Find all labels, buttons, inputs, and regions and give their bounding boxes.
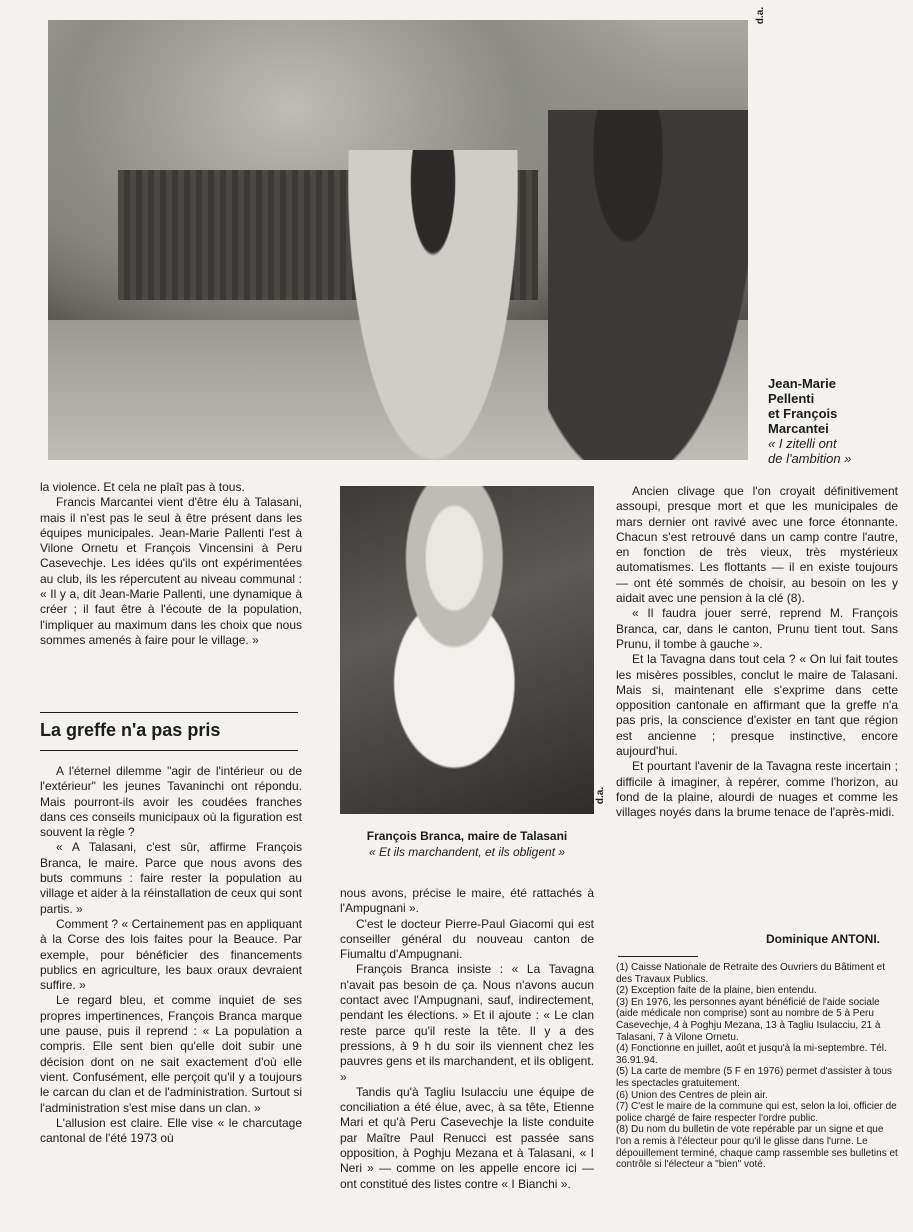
caption-top-name-1: Jean-Marie [768, 376, 836, 391]
heading-rule-top [40, 712, 298, 713]
col3-paragraph: Et pourtant l'avenir de la Tavagna reste incertain ; difficile à imaginer, à repérer, comme l'horizon, au fond de la plaine, alourdi de nuages et comme les villages noyés dans la brume tenace de l'après-midi. [616, 759, 898, 820]
col2-paragraph: Tandis qu'à Tagliu Isulacciu une équipe de conciliation a été élue, avec, à sa tête, Etienne Mari et qu'à Peru Casevechje la liste conduite par Maître Paul Renucci est passée sans opposition, à Poghju Mezana et à Talasani, « I Neri » — comme on les appelle encore ici — ont constitué des listes contre « I Bianchi ». [340, 1084, 594, 1191]
photo-credit-top: d.a. [755, 6, 767, 25]
col1-paragraph: Francis Marcantei vient d'être élu à Talasani, mais il n'est pas le seul à être présent dans les équipes municipales. Jean-Marie Pallenti l'est à Vilone Ornetu et François Vincensini à Peru Casevechje. Les idées qu'ils ont expérimentées au club, ils les répercutent au niveau communal : « Il y a, dit Jean-Marie Pallenti, une dynamique à créer ; il faut être à l'écoute de la population, l'impliquer au maximum dans les choix que nous sommes amenés à faire pour le village. » [40, 495, 302, 647]
photo-credit-middle: d.a. [595, 786, 607, 805]
footnote-item: (7) C'est le maire de la commune qui est, selon la loi, officier de police chargé de faire respecter l'ordre public. [616, 1101, 897, 1124]
photo-person-right [548, 110, 748, 460]
col2-paragraph: nous avons, précise le maire, été rattachés à l'Ampugnani ». [340, 886, 594, 916]
col3-paragraph: Et la Tavagna dans tout cela ? « On lui fait toutes les misères possibles, conclut le maire de Talasani. Mais si, maintenant elle s'exprime dans cette opposition cantonale en affirmant que la greffe n'a pas pris, la conscience d'exister en tant que région est ancienne ; presque instinctive, encore aujourd'hui. [616, 652, 898, 759]
caption-top-quote-2: de l'ambition » [768, 451, 852, 466]
col2-paragraph: C'est le docteur Pierre-Paul Giacomi qui est conseiller général du nouveau canton de Fiumaltu d'Ampugnani. [340, 916, 594, 962]
footnote-item: (1) Caisse Nationale de Retraite des Ouvriers du Bâtiment et des Travaux Publics. [616, 962, 886, 985]
caption-middle-quote: « Et ils marchandent, et ils obligent » [368, 845, 566, 859]
col1-paragraph: la violence. Et cela ne plaît pas à tous. [40, 480, 245, 494]
column-3 [616, 484, 898, 821]
footnotes [616, 962, 898, 1171]
caption-middle [340, 828, 594, 860]
caption-top-quote-1: « I zitelli ont [768, 436, 837, 451]
col2-paragraph: François Branca insiste : « La Tavagna n'avait pas besoin de ça. Nous n'avons aucun contact avec l'Ampugnani, sauf, indirectement, pendant les élections. » Et il ajoute : « Le clan reste parce qu'il reste la tête. Il y a des pressions, à 9 h du soir ils viennent chez les pauvres gens et ils marchandent, et ils obligent. » [340, 962, 594, 1084]
heading-rule-bottom [40, 750, 298, 751]
footnote-item: (6) Union des Centres de plein air. [616, 1089, 768, 1101]
col1b-paragraph: A l'éternel dilemme "agir de l'intérieur ou de l'extérieur" les jeunes Tavaninchi ont répondu. Mais pourront-ils avoir les coudées franches dans ces conseils municipaux où la figuration est souvent la règle ? [40, 764, 302, 840]
section-heading: La greffe n'a pas pris [40, 720, 221, 740]
column-1-continued [40, 764, 302, 1146]
caption-top-name-4: Marcantei [768, 421, 829, 436]
col1b-paragraph: Comment ? « Certainement pas en appliquant à la Corse des lois faites pour la Beauce. Par exemple, pour bénéficier des financements publics en agriculture, les baux oraux devraient suffire. » [40, 916, 302, 993]
caption-top-name-2: Pellenti [768, 391, 815, 406]
caption-middle-name: François Branca, maire de Talasani [366, 829, 568, 843]
column-1 [40, 480, 302, 648]
footnote-item: (8) Du nom du bulletin de vote repérable par un signe et que l'on a remis à l'électeur pour qu'il le glisse dans l'urne. Le dépouillement terminé, chaque camp rassemble ses bulletins et contrôle si l'électeur a "bien" voté. [616, 1124, 898, 1171]
col1b-paragraph: « A Talasani, c'est sûr, affirme François Branca, le maire. Parce que nous avons des buts communs : faire rester la population au village et aider à la réinstallation de ceux qui sont partis. » [40, 840, 302, 916]
author-signature: Dominique ANTONI. [766, 932, 880, 946]
footnote-item: (5) La carte de membre (5 F en 1976) permet d'assister à tous les spectacles gratuitement. [616, 1066, 892, 1089]
col1b-paragraph: L'allusion est claire. Elle vise « le charcutage cantonal de l'été 1973 où [40, 1115, 302, 1146]
column-2 [340, 886, 594, 1192]
photo-portrait [340, 486, 594, 814]
footnote-item: (2) Exception faite de la plaine, bien entendu. [616, 985, 817, 997]
col3-paragraph: « Il faudra jouer serré, reprend M. François Branca, car, dans le canton, Prunu tient tout. Sans Prunu, il tombe à gauche ». [616, 606, 898, 651]
footnotes-rule [618, 956, 698, 957]
col1b-paragraph: Le regard bleu, et comme inquiet de ses propres impertinences, François Branca marque une pause, puis il reprend : « La population a compris. Elle sent bien qu'elle doit subir une décision dont on ne sait exactement d'où elle vient. Confusément, elle perçoit qu'il y a toujours le carcan du clan et de l'administration. Surtout si l'administration s'est mise dans un clan. » [40, 993, 302, 1115]
footnote-item: (4) Fonctionne en juillet, août et jusqu'à la mi-septembre. Tél. 36.91.94. [616, 1043, 887, 1066]
footnote-item: (3) En 1976, les personnes ayant bénéficié de l'aide sociale (aide médicale non comprise) sont au nombre de 5 à Peru Casevechje, 4 à Poghju Mezana, 13 à Tagliu Isulacciu, 21 à Talasani, 7 à Vilone Ornetu. [616, 996, 881, 1043]
caption-top [768, 376, 908, 466]
caption-top-name-3: et François [768, 406, 838, 421]
photo-top [48, 20, 748, 460]
photo-person-left [348, 150, 518, 460]
col3-paragraph: Ancien clivage que l'on croyait définitivement assoupi, presque mort et que les municipales de mars dernier ont ravivé avec une force étonnante. Chacun s'est retrouvé dans un camp contre l'autre, en fonction de très vieux, très mystérieux automatismes. Les flottants — il en existe toujours — ont été sommés de choisir, au besoin on les y aidait avec une pension à la clé (8). [616, 484, 898, 606]
